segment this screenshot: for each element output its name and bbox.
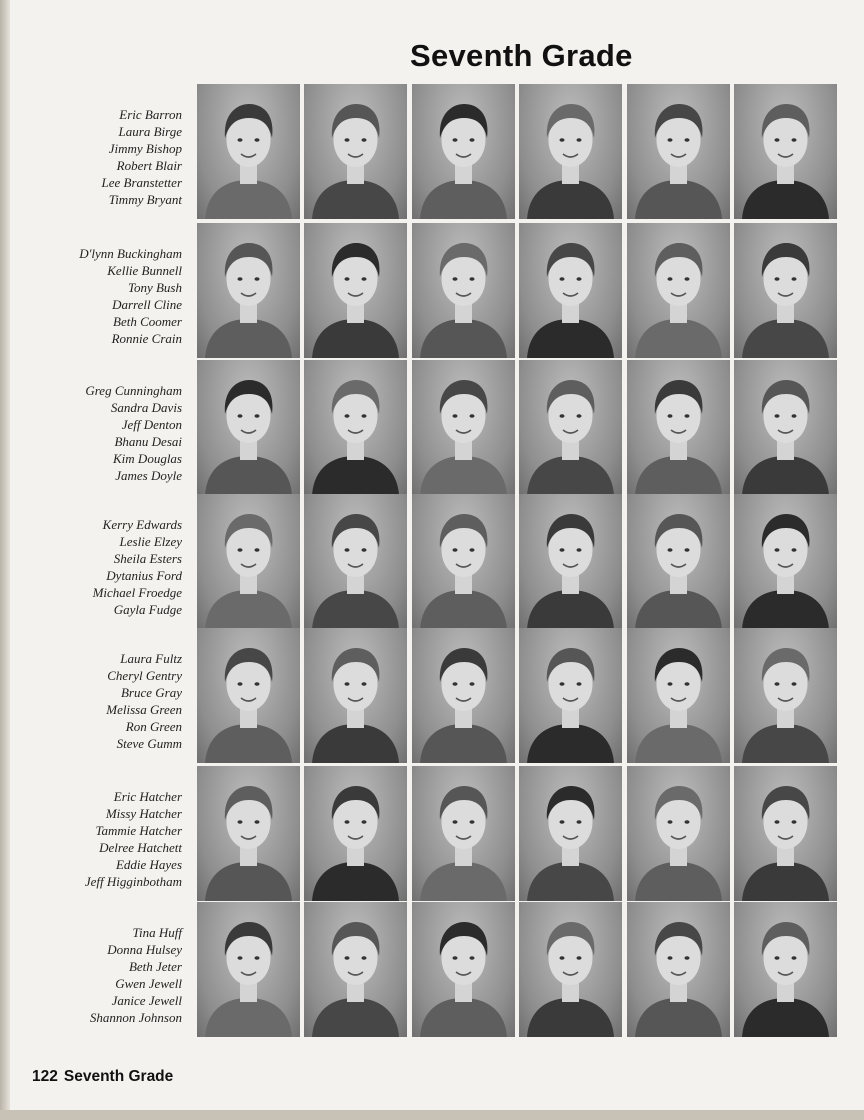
student-portrait: [519, 223, 622, 358]
student-photo-strip: [197, 494, 842, 629]
page-footer: [32, 1068, 179, 1086]
student-portrait: [734, 223, 837, 358]
student-name-list: [20, 245, 182, 347]
student-portrait: [304, 223, 407, 358]
student-name: Gwen Jewell: [115, 976, 182, 991]
student-name: Robert Blair: [116, 158, 182, 173]
student-portrait: [197, 902, 300, 1037]
student-name: Bhanu Desai: [114, 434, 182, 449]
student-portrait: [412, 223, 515, 358]
student-portrait: [412, 766, 515, 901]
student-name: Sheila Esters: [113, 551, 182, 566]
student-portrait: [412, 902, 515, 1037]
student-portrait: [519, 360, 622, 495]
student-name: Ron Green: [125, 719, 182, 734]
page-title: Seventh Grade: [410, 38, 633, 73]
student-portrait: [519, 628, 622, 763]
student-name-list: [20, 382, 182, 484]
student-portrait: [197, 494, 300, 629]
student-name-list: [20, 924, 182, 1026]
student-portrait: [412, 494, 515, 629]
student-photo-strip: [197, 628, 842, 763]
student-name: Tina Huff: [132, 925, 182, 940]
student-name: Beth Jeter: [128, 959, 182, 974]
student-portrait: [734, 902, 837, 1037]
student-name: Greg Cunningham: [85, 383, 182, 398]
student-portrait: [304, 628, 407, 763]
student-name: Eric Hatcher: [113, 789, 182, 804]
student-portrait: [304, 902, 407, 1037]
student-portrait: [412, 360, 515, 495]
student-name: Beth Coomer: [113, 314, 182, 329]
page-binding-shadow: [0, 0, 10, 1120]
student-portrait: [519, 766, 622, 901]
student-photo-strip: [197, 902, 842, 1037]
student-portrait: [412, 84, 515, 219]
student-name: Jimmy Bishop: [108, 141, 182, 156]
student-portrait: [734, 628, 837, 763]
student-portrait: [734, 766, 837, 901]
student-name: Tammie Hatcher: [95, 823, 182, 838]
student-name: Darrell Cline: [112, 297, 182, 312]
student-portrait: [304, 494, 407, 629]
student-name: Janice Jewell: [111, 993, 182, 1008]
student-name: Kerry Edwards: [102, 517, 182, 532]
student-portrait: [627, 494, 730, 629]
student-photo-strip: [197, 766, 842, 901]
student-name: Eric Barron: [119, 107, 182, 122]
student-name: Laura Birge: [118, 124, 182, 139]
student-name: Shannon Johnson: [89, 1010, 182, 1025]
student-name: Bruce Gray: [120, 685, 182, 700]
page-number: 122: [32, 1068, 58, 1085]
student-name: Melissa Green: [106, 702, 182, 717]
student-portrait: [627, 628, 730, 763]
student-name: Missy Hatcher: [105, 806, 182, 821]
student-name: D'lynn Buckingham: [79, 246, 182, 261]
student-portrait: [197, 360, 300, 495]
student-name: Eddie Hayes: [115, 857, 182, 872]
student-portrait: [304, 766, 407, 901]
student-portrait: [734, 494, 837, 629]
student-portrait: [627, 766, 730, 901]
student-photo-strip: [197, 84, 842, 219]
student-portrait: [197, 628, 300, 763]
student-name: Delree Hatchett: [99, 840, 182, 855]
student-name: Kellie Bunnell: [107, 263, 182, 278]
student-portrait: [197, 223, 300, 358]
student-photo-strip: [197, 223, 842, 358]
student-name: Kim Douglas: [113, 451, 182, 466]
student-portrait: [412, 628, 515, 763]
student-name: Dytanius Ford: [106, 568, 182, 583]
student-portrait: [627, 360, 730, 495]
student-name-list: [20, 106, 182, 208]
student-portrait: [519, 902, 622, 1037]
student-portrait: [627, 84, 730, 219]
student-name: Lee Branstetter: [101, 175, 182, 190]
student-name-list: [20, 788, 182, 890]
student-portrait: [734, 84, 837, 219]
student-name: Sandra Davis: [110, 400, 182, 415]
student-portrait: [627, 902, 730, 1037]
student-name: Leslie Elzey: [119, 534, 182, 549]
student-name: Donna Hulsey: [107, 942, 182, 957]
student-name: Steve Gumm: [116, 736, 182, 751]
student-name: Gayla Fudge: [113, 602, 182, 617]
student-portrait: [519, 84, 622, 219]
student-name: Jeff Denton: [121, 417, 182, 432]
student-photo-strip: [197, 360, 842, 495]
student-name: James Doyle: [115, 468, 182, 483]
student-portrait: [627, 223, 730, 358]
student-portrait: [304, 84, 407, 219]
student-portrait: [734, 360, 837, 495]
student-name-list: [20, 516, 182, 618]
student-portrait: [304, 360, 407, 495]
student-name: Ronnie Crain: [111, 331, 182, 346]
student-name: Michael Froedge: [92, 585, 182, 600]
student-name: Jeff Higginbotham: [84, 874, 182, 889]
student-portrait: [197, 84, 300, 219]
footer-section-label: Seventh Grade: [63, 1068, 174, 1085]
student-name-list: [20, 650, 182, 752]
student-name: Tony Bush: [127, 280, 182, 295]
page-bottom-edge: [0, 1110, 864, 1120]
student-portrait: [197, 766, 300, 901]
student-name: Timmy Bryant: [108, 192, 182, 207]
student-name: Laura Fultz: [120, 651, 182, 666]
student-portrait: [519, 494, 622, 629]
student-name: Cheryl Gentry: [107, 668, 182, 683]
